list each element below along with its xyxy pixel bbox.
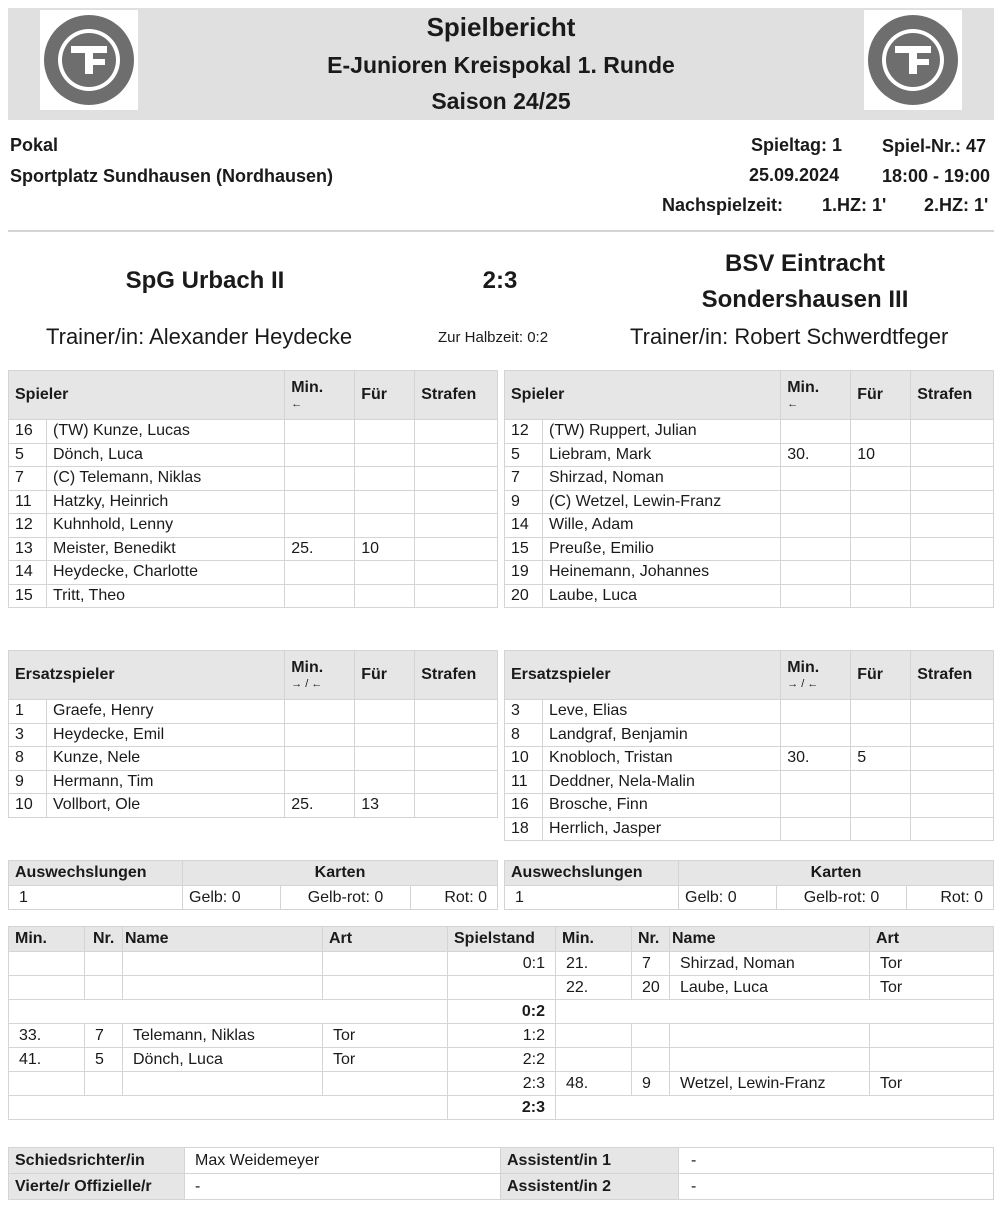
- stoppage-label: Nachspielzeit:: [662, 195, 784, 215]
- player-penalties: [911, 420, 994, 444]
- player-name: Hermann, Tim: [47, 770, 285, 794]
- away-event-type: Tor: [870, 976, 994, 1000]
- score-summary-row: [9, 1096, 994, 1120]
- player-for: [355, 747, 415, 771]
- player-penalties: [911, 561, 994, 585]
- col-home-min: Min.: [9, 927, 85, 952]
- player-row: [505, 794, 994, 818]
- player-number: 8: [505, 723, 543, 747]
- away-event-type: Tor: [870, 952, 994, 976]
- col-home-name: Name: [123, 927, 323, 952]
- player-row: [505, 420, 994, 444]
- home-team: SpG Urbach II: [125, 267, 285, 294]
- player-for: 13: [355, 794, 415, 818]
- player-minute: [285, 747, 355, 771]
- player-number: 12: [505, 420, 543, 444]
- player-number: 13: [9, 537, 47, 561]
- player-for: [851, 817, 911, 841]
- player-row: [505, 490, 994, 514]
- events-table: [8, 926, 994, 1120]
- home-event-number: 7: [85, 1024, 123, 1048]
- away-trainer: Trainer/in: Robert Schwerdtfeger: [630, 324, 949, 349]
- player-name: Landgraf, Benjamin: [543, 723, 781, 747]
- col-players: Spieler: [9, 371, 285, 420]
- player-name: (C) Telemann, Niklas: [47, 467, 285, 491]
- player-name: Heydecke, Emil: [47, 723, 285, 747]
- player-penalties: [415, 490, 498, 514]
- col-substitutions: Auswechslungen: [505, 861, 679, 886]
- player-minute: [285, 584, 355, 608]
- player-row: [505, 723, 994, 747]
- col-cards: Karten: [183, 861, 498, 886]
- away-event-number: 20: [632, 976, 670, 1000]
- player-penalties: [911, 817, 994, 841]
- home-event-name: Dönch, Luca: [123, 1048, 323, 1072]
- score-summary-row: [9, 1000, 994, 1024]
- event-score: 2:3: [448, 1072, 556, 1096]
- player-minute: [781, 770, 851, 794]
- player-penalties: [911, 747, 994, 771]
- col-away-nr: Nr.: [632, 927, 670, 952]
- player-name: Kuhnhold, Lenny: [47, 514, 285, 538]
- col-away-name: Name: [670, 927, 870, 952]
- player-row: [505, 561, 994, 585]
- player-for: [355, 467, 415, 491]
- fourth-official-name: -: [185, 1174, 501, 1200]
- game-number: Spiel-Nr.: 47: [882, 136, 987, 156]
- assistant1-name: -: [679, 1148, 994, 1174]
- player-minute: [781, 817, 851, 841]
- col-min: Min. → / ←: [781, 651, 851, 700]
- player-row: [505, 537, 994, 561]
- player-number: 14: [505, 514, 543, 538]
- player-penalties: [911, 700, 994, 724]
- player-penalties: [911, 794, 994, 818]
- home-event-type: Tor: [323, 1024, 448, 1048]
- player-for: 10: [355, 537, 415, 561]
- summary-spacer: [556, 1096, 994, 1120]
- col-min: Min. ←: [285, 371, 355, 420]
- player-for: 10: [851, 443, 911, 467]
- player-row: [505, 817, 994, 841]
- fourth-official-label: Vierte/r Offizielle/r: [9, 1174, 185, 1200]
- home-event-type: [323, 952, 448, 976]
- player-minute: [285, 443, 355, 467]
- report-title: Spielbericht: [426, 12, 576, 42]
- home-event-minute: [9, 952, 85, 976]
- player-penalties: [415, 794, 498, 818]
- assistant2-name: -: [679, 1174, 994, 1200]
- away-event-number: 7: [632, 952, 670, 976]
- player-number: 5: [9, 443, 47, 467]
- player-name: Vollbort, Ole: [47, 794, 285, 818]
- col-penalties: Strafen: [415, 651, 498, 700]
- player-row: [505, 443, 994, 467]
- player-penalties: [911, 770, 994, 794]
- player-row: [505, 770, 994, 794]
- away-event-type: [870, 1048, 994, 1072]
- venue: Sportplatz Sundhausen (Nordhausen): [10, 166, 334, 186]
- assistant2-label: Assistent/in 2: [501, 1174, 679, 1200]
- player-row: [9, 420, 498, 444]
- col-subs: Ersatzspieler: [9, 651, 285, 700]
- player-minute: [781, 723, 851, 747]
- player-number: 19: [505, 561, 543, 585]
- player-minute: 30.: [781, 443, 851, 467]
- away-event-minute: 22.: [556, 976, 632, 1000]
- away-event-type: [870, 1024, 994, 1048]
- home-event-minute: [9, 1072, 85, 1096]
- player-number: 11: [9, 490, 47, 514]
- event-row: [9, 1072, 994, 1096]
- competition-type: Pokal: [10, 135, 59, 155]
- player-minute: [781, 584, 851, 608]
- home-event-name: Telemann, Niklas: [123, 1024, 323, 1048]
- away-subs-table: [504, 650, 994, 841]
- player-number: 15: [9, 584, 47, 608]
- player-minute: 25.: [285, 537, 355, 561]
- player-name: Shirzad, Noman: [543, 467, 781, 491]
- competition-title: E-Junioren Kreispokal 1. Runde: [327, 52, 675, 78]
- player-for: [851, 584, 911, 608]
- away-event-number: [632, 1048, 670, 1072]
- away-sub-count: 1: [505, 886, 679, 910]
- away-event-name: Laube, Luca: [670, 976, 870, 1000]
- player-minute: [285, 420, 355, 444]
- away-event-type: Tor: [870, 1072, 994, 1096]
- summary-score: 0:2: [448, 1000, 556, 1024]
- player-row: [9, 700, 498, 724]
- stoppage-first-half: 1.HZ: 1': [822, 195, 887, 215]
- away-red: Rot: 0: [907, 886, 994, 910]
- home-event-number: 5: [85, 1048, 123, 1072]
- player-number: 9: [9, 770, 47, 794]
- away-event-name: [670, 1048, 870, 1072]
- player-penalties: [415, 584, 498, 608]
- player-number: 3: [505, 700, 543, 724]
- player-name: Deddner, Nela-Malin: [543, 770, 781, 794]
- player-penalties: [415, 514, 498, 538]
- away-event-minute: [556, 1024, 632, 1048]
- player-for: [851, 420, 911, 444]
- matchday: Spieltag: 1: [751, 135, 843, 155]
- event-score: [448, 976, 556, 1000]
- player-for: [851, 467, 911, 491]
- home-event-name: [123, 976, 323, 1000]
- away-event-minute: 48.: [556, 1072, 632, 1096]
- home-trainer: Trainer/in: Alexander Heydecke: [46, 324, 353, 349]
- event-row: [9, 1048, 994, 1072]
- player-minute: [285, 770, 355, 794]
- player-penalties: [911, 723, 994, 747]
- player-number: 18: [505, 817, 543, 841]
- player-minute: [285, 723, 355, 747]
- player-name: Preuße, Emilio: [543, 537, 781, 561]
- summary-spacer: [556, 1000, 994, 1024]
- player-penalties: [415, 420, 498, 444]
- player-for: [355, 420, 415, 444]
- player-name: Meister, Benedikt: [47, 537, 285, 561]
- col-away-min: Min.: [556, 927, 632, 952]
- player-number: 7: [505, 467, 543, 491]
- player-minute: [781, 467, 851, 491]
- player-number: 10: [505, 747, 543, 771]
- player-name: Hatzky, Heinrich: [47, 490, 285, 514]
- player-row: [9, 467, 498, 491]
- stoppage-second-half: 2.HZ: 1': [924, 195, 989, 215]
- player-name: (TW) Ruppert, Julian: [543, 420, 781, 444]
- home-event-minute: [9, 976, 85, 1000]
- player-penalties: [415, 747, 498, 771]
- player-number: 16: [9, 420, 47, 444]
- player-number: 3: [9, 723, 47, 747]
- player-minute: [781, 561, 851, 585]
- home-event-minute: 33.: [9, 1024, 85, 1048]
- referee-name: Max Weidemeyer: [185, 1148, 501, 1174]
- federation-logo-right: [864, 10, 962, 110]
- player-row: [9, 584, 498, 608]
- player-row: [505, 514, 994, 538]
- event-row: [9, 952, 994, 976]
- player-name: (TW) Kunze, Lucas: [47, 420, 285, 444]
- away-team-line2: Sondershausen III: [701, 286, 909, 313]
- col-penalties: Strafen: [911, 371, 994, 420]
- player-row: [505, 747, 994, 771]
- home-red: Rot: 0: [411, 886, 498, 910]
- player-for: [851, 700, 911, 724]
- player-row: [9, 443, 498, 467]
- match-time: 18:00 - 19:00: [882, 166, 991, 186]
- player-number: 16: [505, 794, 543, 818]
- col-min: Min. → / ←: [285, 651, 355, 700]
- player-minute: [781, 490, 851, 514]
- player-minute: [285, 490, 355, 514]
- col-for: Für: [355, 651, 415, 700]
- home-event-name: [123, 1072, 323, 1096]
- player-number: 14: [9, 561, 47, 585]
- player-for: [355, 443, 415, 467]
- away-event-name: [670, 1024, 870, 1048]
- player-name: Liebram, Mark: [543, 443, 781, 467]
- player-minute: [285, 561, 355, 585]
- col-min: Min. ←: [781, 371, 851, 420]
- player-number: 11: [505, 770, 543, 794]
- player-number: 12: [9, 514, 47, 538]
- player-minute: [781, 700, 851, 724]
- player-for: [355, 584, 415, 608]
- player-penalties: [415, 443, 498, 467]
- away-event-name: Wetzel, Lewin-Franz: [670, 1072, 870, 1096]
- player-row: [9, 514, 498, 538]
- player-for: [851, 561, 911, 585]
- player-for: [851, 537, 911, 561]
- player-number: 15: [505, 537, 543, 561]
- col-home-nr: Nr.: [85, 927, 123, 952]
- player-number: 9: [505, 490, 543, 514]
- away-event-number: 9: [632, 1072, 670, 1096]
- player-for: [355, 723, 415, 747]
- player-minute: [781, 537, 851, 561]
- player-name: Heydecke, Charlotte: [47, 561, 285, 585]
- player-number: 5: [505, 443, 543, 467]
- player-for: [355, 770, 415, 794]
- player-for: [851, 514, 911, 538]
- col-for: Für: [851, 651, 911, 700]
- away-team-line1: BSV Eintracht: [724, 250, 886, 277]
- event-score: 2:2: [448, 1048, 556, 1072]
- halftime-score: Zur Halbzeit: 0:2: [438, 329, 549, 346]
- away-event-number: [632, 1024, 670, 1048]
- player-for: 5: [851, 747, 911, 771]
- divider: [8, 230, 994, 232]
- away-yellowred: Gelb-rot: 0: [777, 886, 907, 910]
- home-event-type: [323, 976, 448, 1000]
- player-minute: [285, 467, 355, 491]
- home-yellow: Gelb: 0: [183, 886, 281, 910]
- player-number: 1: [9, 700, 47, 724]
- officials-table: [8, 1147, 994, 1200]
- player-row: [9, 770, 498, 794]
- col-for: Für: [851, 371, 911, 420]
- player-penalties: [415, 700, 498, 724]
- player-penalties: [911, 490, 994, 514]
- referee-label: Schiedsrichter/in: [9, 1148, 185, 1174]
- player-name: Brosche, Finn: [543, 794, 781, 818]
- player-number: 7: [9, 467, 47, 491]
- final-score: 2:3: [482, 267, 518, 294]
- player-minute: [781, 794, 851, 818]
- away-event-minute: 21.: [556, 952, 632, 976]
- player-number: 10: [9, 794, 47, 818]
- player-penalties: [415, 467, 498, 491]
- col-away-type: Art: [870, 927, 994, 952]
- home-event-number: [85, 976, 123, 1000]
- player-for: [355, 700, 415, 724]
- season-title: Saison 24/25: [431, 88, 571, 114]
- player-row: [9, 747, 498, 771]
- player-penalties: [415, 770, 498, 794]
- player-name: Kunze, Nele: [47, 747, 285, 771]
- player-for: [355, 561, 415, 585]
- home-event-name: [123, 952, 323, 976]
- player-for: [851, 794, 911, 818]
- player-row: [505, 467, 994, 491]
- home-event-type: [323, 1072, 448, 1096]
- player-for: [851, 723, 911, 747]
- player-number: 8: [9, 747, 47, 771]
- player-penalties: [911, 443, 994, 467]
- player-minute: [285, 514, 355, 538]
- player-penalties: [415, 537, 498, 561]
- home-yellowred: Gelb-rot: 0: [281, 886, 411, 910]
- summary-spacer: [9, 1096, 448, 1120]
- player-penalties: [911, 514, 994, 538]
- player-penalties: [911, 537, 994, 561]
- home-sub-count: 1: [9, 886, 183, 910]
- home-lineup-table: [8, 370, 498, 608]
- match-date: 25.09.2024: [749, 165, 840, 185]
- col-for: Für: [355, 371, 415, 420]
- col-penalties: Strafen: [911, 651, 994, 700]
- player-name: Leve, Elias: [543, 700, 781, 724]
- player-for: [851, 490, 911, 514]
- home-event-type: Tor: [323, 1048, 448, 1072]
- player-name: Wille, Adam: [543, 514, 781, 538]
- player-row: [505, 700, 994, 724]
- player-name: Graefe, Henry: [47, 700, 285, 724]
- player-minute: [285, 700, 355, 724]
- player-number: 20: [505, 584, 543, 608]
- player-minute: [781, 514, 851, 538]
- event-score: 1:2: [448, 1024, 556, 1048]
- col-penalties: Strafen: [415, 371, 498, 420]
- col-home-type: Art: [323, 927, 448, 952]
- player-name: (C) Wetzel, Lewin-Franz: [543, 490, 781, 514]
- col-cards: Karten: [679, 861, 994, 886]
- col-players: Spieler: [505, 371, 781, 420]
- home-event-number: [85, 952, 123, 976]
- player-for: [851, 770, 911, 794]
- home-summary-table: [8, 860, 498, 910]
- player-for: [355, 514, 415, 538]
- away-event-name: Shirzad, Noman: [670, 952, 870, 976]
- away-summary-table: [504, 860, 994, 910]
- away-event-minute: [556, 1048, 632, 1072]
- player-row: [9, 794, 498, 818]
- event-row: [9, 1024, 994, 1048]
- player-minute: [781, 420, 851, 444]
- home-subs-table: [8, 650, 498, 818]
- home-event-minute: 41.: [9, 1048, 85, 1072]
- player-minute: 25.: [285, 794, 355, 818]
- player-penalties: [415, 561, 498, 585]
- home-event-number: [85, 1072, 123, 1096]
- player-row: [9, 490, 498, 514]
- player-name: Herrlich, Jasper: [543, 817, 781, 841]
- player-name: Laube, Luca: [543, 584, 781, 608]
- player-name: Tritt, Theo: [47, 584, 285, 608]
- event-score: 0:1: [448, 952, 556, 976]
- player-name: Heinemann, Johannes: [543, 561, 781, 585]
- col-score: Spielstand: [448, 927, 556, 952]
- col-substitutions: Auswechslungen: [9, 861, 183, 886]
- summary-score: 2:3: [448, 1096, 556, 1120]
- col-subs: Ersatzspieler: [505, 651, 781, 700]
- event-row: [9, 976, 994, 1000]
- player-penalties: [911, 467, 994, 491]
- player-for: [355, 490, 415, 514]
- away-lineup-table: [504, 370, 994, 608]
- player-row: [9, 537, 498, 561]
- player-name: Dönch, Luca: [47, 443, 285, 467]
- player-penalties: [415, 723, 498, 747]
- player-row: [9, 723, 498, 747]
- summary-spacer: [9, 1000, 448, 1024]
- player-penalties: [911, 584, 994, 608]
- player-row: [505, 584, 994, 608]
- player-name: Knobloch, Tristan: [543, 747, 781, 771]
- away-yellow: Gelb: 0: [679, 886, 777, 910]
- assistant1-label: Assistent/in 1: [501, 1148, 679, 1174]
- player-row: [9, 561, 498, 585]
- report-header: [8, 8, 994, 120]
- player-minute: 30.: [781, 747, 851, 771]
